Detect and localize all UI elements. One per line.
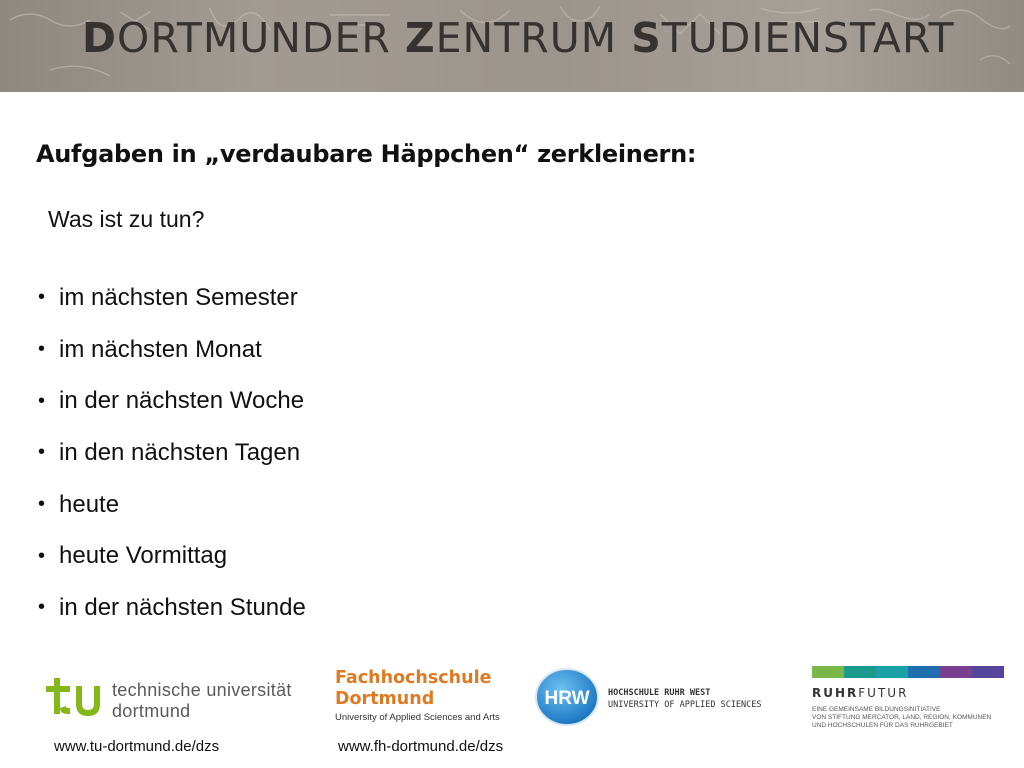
hrw-wordmark: HOCHSCHULE RUHR WEST UNIVERSITY OF APPLIED SCIENCES: [608, 688, 762, 710]
header-title: DORTMUNDER ZENTRUM STUDIENSTART: [82, 14, 955, 62]
ruhrfutur-bar-segment: [940, 666, 972, 678]
bullet-icon: •: [38, 389, 46, 412]
ruhrfutur-wordmark: RUHRFUTUR: [812, 686, 909, 700]
tu-dortmund-logo-icon: [46, 676, 106, 718]
tu-dortmund-wordmark: technische universität dortmund: [112, 680, 292, 721]
bullet-icon: •: [38, 493, 46, 516]
slide-title: Aufgaben in „verdaubare Häppchen“ zerkleinern:: [36, 140, 697, 168]
list-item: [38, 479, 306, 531]
ruhrfutur-bar-segment: [876, 666, 908, 678]
list-item-text: in den nächsten Tagen: [59, 438, 301, 466]
list-item-text: heute: [59, 490, 120, 518]
list-item-text: in der nächsten Woche: [59, 387, 305, 415]
list-item: [38, 375, 306, 427]
slide-subtitle: Was ist zu tun?: [48, 206, 205, 232]
bullet-icon: •: [38, 286, 46, 309]
fh-dortmund-logo: Fachhochschule Dortmund University of Applied Sciences and Arts: [335, 668, 500, 723]
tu-url-link[interactable]: www.tu-dortmund.de/dzs: [54, 738, 220, 755]
header-banner: [0, 0, 1024, 92]
list-item: [38, 272, 306, 324]
hrw-badge-text: HRW: [544, 688, 590, 709]
list-item: [38, 324, 306, 376]
hrw-logo-icon: [534, 667, 600, 727]
list-item: [38, 530, 306, 582]
list-item: [38, 582, 306, 634]
list-item-text: in der nächsten Stunde: [59, 593, 306, 621]
bullet-icon: •: [38, 338, 46, 361]
bullet-icon: •: [38, 441, 46, 464]
list-item-text: heute Vormittag: [59, 542, 228, 570]
ruhrfutur-color-bar: [812, 666, 1004, 678]
list-item-text: im nächsten Monat: [59, 335, 262, 363]
fh-url-link[interactable]: www.fh-dortmund.de/dzs: [338, 738, 504, 755]
bullet-icon: •: [38, 544, 46, 567]
ruhrfutur-bar-segment: [972, 666, 1004, 678]
ruhrfutur-bar-segment: [908, 666, 940, 678]
ruhrfutur-bar-segment: [812, 666, 844, 678]
bullet-list: [38, 272, 306, 634]
list-item-text: im nächsten Semester: [59, 283, 298, 311]
ruhrfutur-bar-segment: [844, 666, 876, 678]
list-item: [38, 427, 306, 479]
ruhrfutur-tagline: EINE GEMEINSAME BILDUNGSINITIATIVE VON STIFTUNG MERCATOR, LAND, REGION, KOMMUNEN UND HOCHSCHULEN FÜR DAS RUHRGEBIET: [812, 706, 992, 729]
bullet-icon: •: [38, 596, 46, 619]
